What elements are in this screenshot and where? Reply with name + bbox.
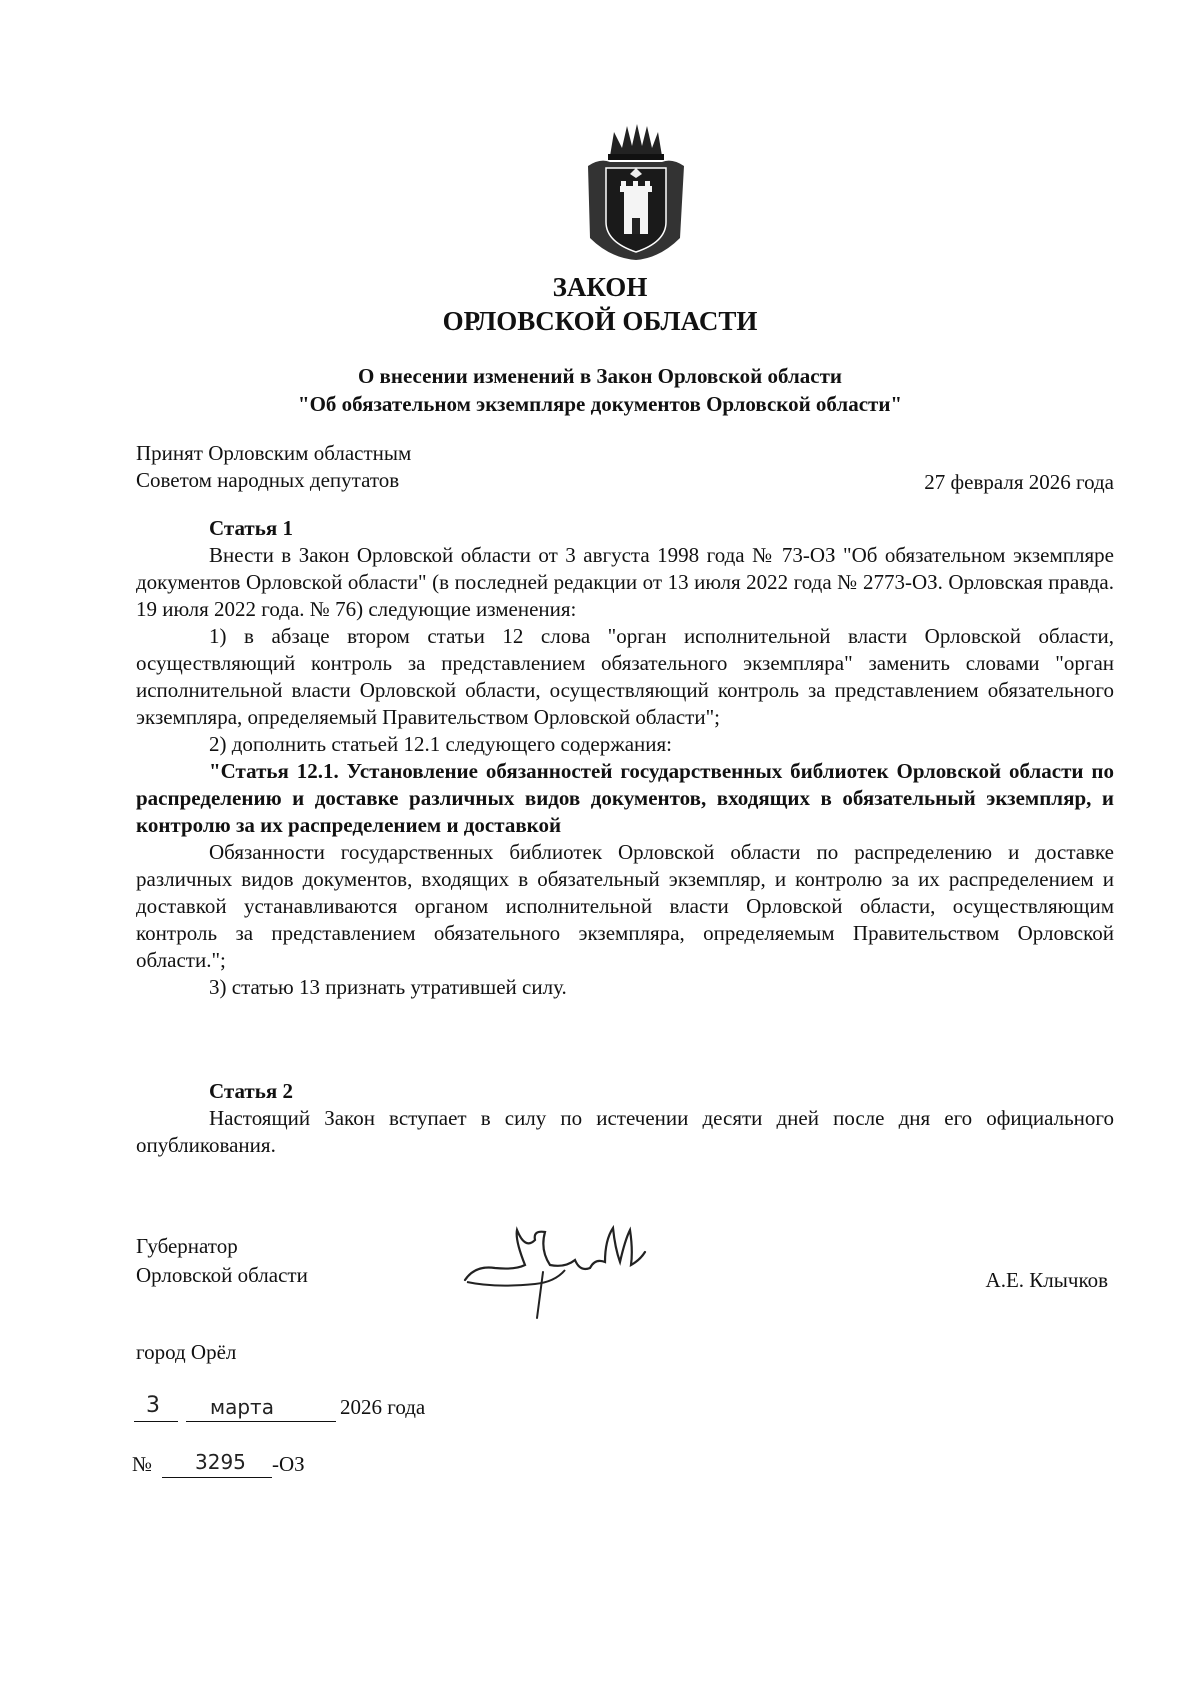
law-subtitle-line2: "Об обязательном экземпляре документов Орловской области" <box>297 392 903 416</box>
signatory-name: А.Е. Клычков <box>985 1268 1108 1292</box>
adoption-line2: Советом народных депутатов <box>136 468 400 492</box>
month-underline <box>186 1421 336 1422</box>
signing-month: марта <box>210 1395 274 1419</box>
article-1-paragraph: Внести в Закон Орловской области от 3 августа 1998 года № 73-ОЗ "Об обязательном экземпляре документов Орловской области" (в последней редакции от 13 июля 2022 года № 2773-ОЗ. Орловская правда. 19 июля 2022 года. № 76) следующие изменения: <box>136 543 1114 621</box>
signatory-title-line2: Орловской области <box>136 1263 308 1287</box>
signing-day: 3 <box>146 1393 160 1418</box>
coat-of-arms-emblem <box>580 118 685 263</box>
adoption-date: 27 февраля 2026 года <box>924 470 1114 494</box>
article-1-heading: Статья 1 <box>209 516 293 540</box>
number-sign: № <box>132 1452 153 1476</box>
article-12-1-heading: "Статья 12.1. Установление обязанностей государственных библиотек Орловской области по распределению и доставке различных видов документов, входящих в обязательный экземпляр, и контролю за их распределением и доставкой <box>136 759 1114 837</box>
article-2 <box>136 1078 1114 1159</box>
law-number-value: 3295 <box>195 1450 246 1474</box>
signatory-title-line1: Губернатор <box>136 1234 238 1258</box>
number-suffix: -ОЗ <box>272 1452 305 1476</box>
article-1 <box>136 515 1114 1001</box>
city-of-signing: город Орёл <box>136 1340 237 1364</box>
law-title <box>0 270 1200 338</box>
adoption-line1: Принят Орловским областным <box>136 441 412 465</box>
adoption-statement <box>136 440 411 494</box>
article-1-paragraph: 1) в абзаце втором статьи 12 слова "орган исполнительной власти Орловской области, осуществляющий контроль за представлением обязательного экземпляра" заменить словами "орган исполнительной власти Орловской области, осуществляющий контроль за представлением обязательного экземпляра, определяемый Правительством Орловской области"; <box>136 624 1114 729</box>
article-2-paragraph: Настоящий Закон вступает в силу по истечении десяти дней после дня его официального опубликования. <box>136 1106 1114 1157</box>
law-title-line2: ОРЛОВСКОЙ ОБЛАСТИ <box>442 306 758 336</box>
day-underline <box>134 1421 178 1422</box>
article-1-paragraph: Обязанности государственных библиотек Орловской области по распределению и доставке различных видов документов, входящих в обязательный экземпляр, и контролю за их распределением и доставкой устанавливаются органом исполнительной власти Орловской области, осуществляющим контроль за представлением обязательного экземпляра, определяемым Правительством Орловской области."; <box>136 840 1114 972</box>
article-1-paragraph: 2) дополнить статьей 12.1 следующего содержания: <box>209 732 673 756</box>
law-title-line1: ЗАКОН <box>552 272 648 302</box>
number-underline <box>162 1477 272 1478</box>
law-number <box>130 1452 530 1482</box>
signatory-title <box>136 1232 308 1290</box>
signing-date <box>130 1395 530 1425</box>
law-subtitle-line1: О внесении изменений в Закон Орловской области <box>357 364 843 388</box>
law-subtitle <box>0 362 1200 418</box>
article-2-heading: Статья 2 <box>209 1079 293 1103</box>
article-1-paragraph: 3) статью 13 признать утратившей силу. <box>209 975 567 999</box>
handwritten-signature <box>455 1210 655 1325</box>
signing-year: 2026 года <box>340 1395 426 1419</box>
